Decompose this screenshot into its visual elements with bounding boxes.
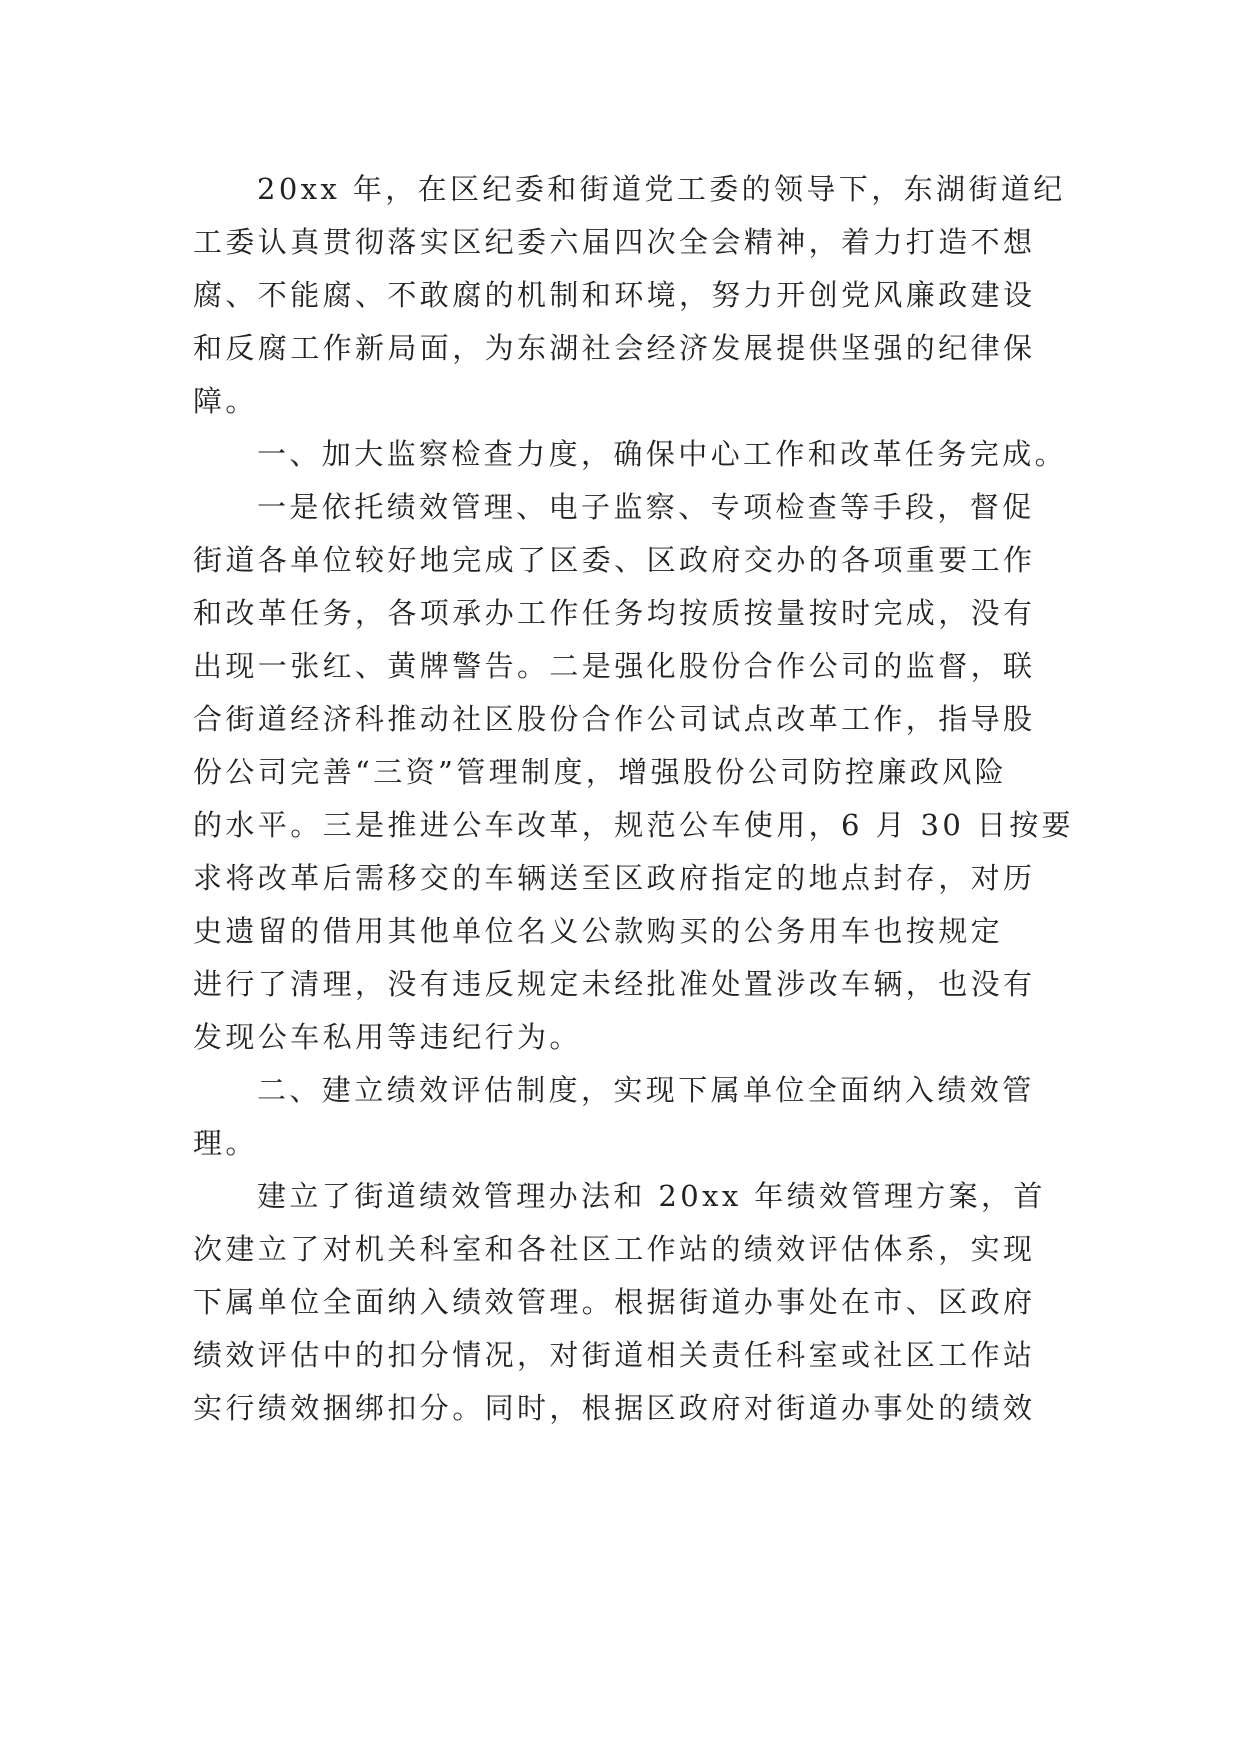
section-1-paragraph-line: 发现公车私用等违纪行为。	[193, 1020, 582, 1054]
section-2-paragraph-line: 实行绩效捆绑扣分。同时，根据区政府对街道办事处的绩效	[193, 1391, 1036, 1425]
section-1-paragraph-line: 的水平。三是推进公车改革，规范公车使用，6 月 30 日按要	[193, 808, 1075, 842]
intro-paragraph-line: 障。	[193, 384, 258, 418]
section-2-paragraph-line: 绩效评估中的扣分情况，对街道相关责任科室或社区工作站	[193, 1338, 1036, 1372]
section-1-paragraph-line: 份公司完善“三资”管理制度，增强股份公司防控廉政风险	[193, 755, 1008, 789]
section-1-paragraph-line: 一是依托绩效管理、电子监察、专项检查等手段，督促	[257, 490, 1035, 524]
section-1-paragraph-line: 合街道经济科推动社区股份合作公司试点改革工作，指导股	[193, 702, 1036, 736]
section-1-paragraph-line: 史遗留的借用其他单位名义公款购买的公务用车也按规定	[193, 914, 1004, 948]
intro-paragraph-line: 20xx 年，在区纪委和街道党工委的领导下，东湖街道纪	[257, 172, 1066, 206]
section-heading-2: 二、建立绩效评估制度，实现下属单位全面纳入绩效管	[257, 1073, 1035, 1107]
section-1-paragraph-line: 进行了清理，没有违反规定未经批准处置涉改车辆，也没有	[193, 967, 1036, 1001]
section-1-paragraph-line: 求将改革后需移交的车辆送至区政府指定的地点封存，对历	[193, 861, 1036, 895]
section-2-paragraph-line: 建立了街道绩效管理办法和 20xx 年绩效管理方案，首	[257, 1179, 1046, 1213]
section-heading-2-continued: 理。	[193, 1126, 258, 1160]
section-1-paragraph-line: 和改革任务，各项承办工作任务均按质按量按时完成，没有	[193, 596, 1036, 630]
document-body	[193, 163, 1075, 1435]
intro-paragraph-line: 和反腐工作新局面，为东湖社会经济发展提供坚强的纪律保	[193, 331, 1036, 365]
section-2-paragraph-line: 下属单位全面纳入绩效管理。根据街道办事处在市、区政府	[193, 1285, 1036, 1319]
section-1-paragraph-line: 出现一张红、黄牌警告。二是强化股份合作公司的监督，联	[193, 649, 1036, 683]
intro-paragraph-line: 腐、不能腐、不敢腐的机制和环境，努力开创党风廉政建设	[193, 278, 1036, 312]
section-1-paragraph-line: 街道各单位较好地完成了区委、区政府交办的各项重要工作	[193, 543, 1036, 577]
section-2-paragraph-line: 次建立了对机关科室和各社区工作站的绩效评估体系，实现	[193, 1232, 1036, 1266]
section-heading-1: 一、加大监察检查力度，确保中心工作和改革任务完成。	[257, 437, 1068, 471]
intro-paragraph-line: 工委认真贯彻落实区纪委六届四次全会精神，着力打造不想	[193, 225, 1036, 259]
